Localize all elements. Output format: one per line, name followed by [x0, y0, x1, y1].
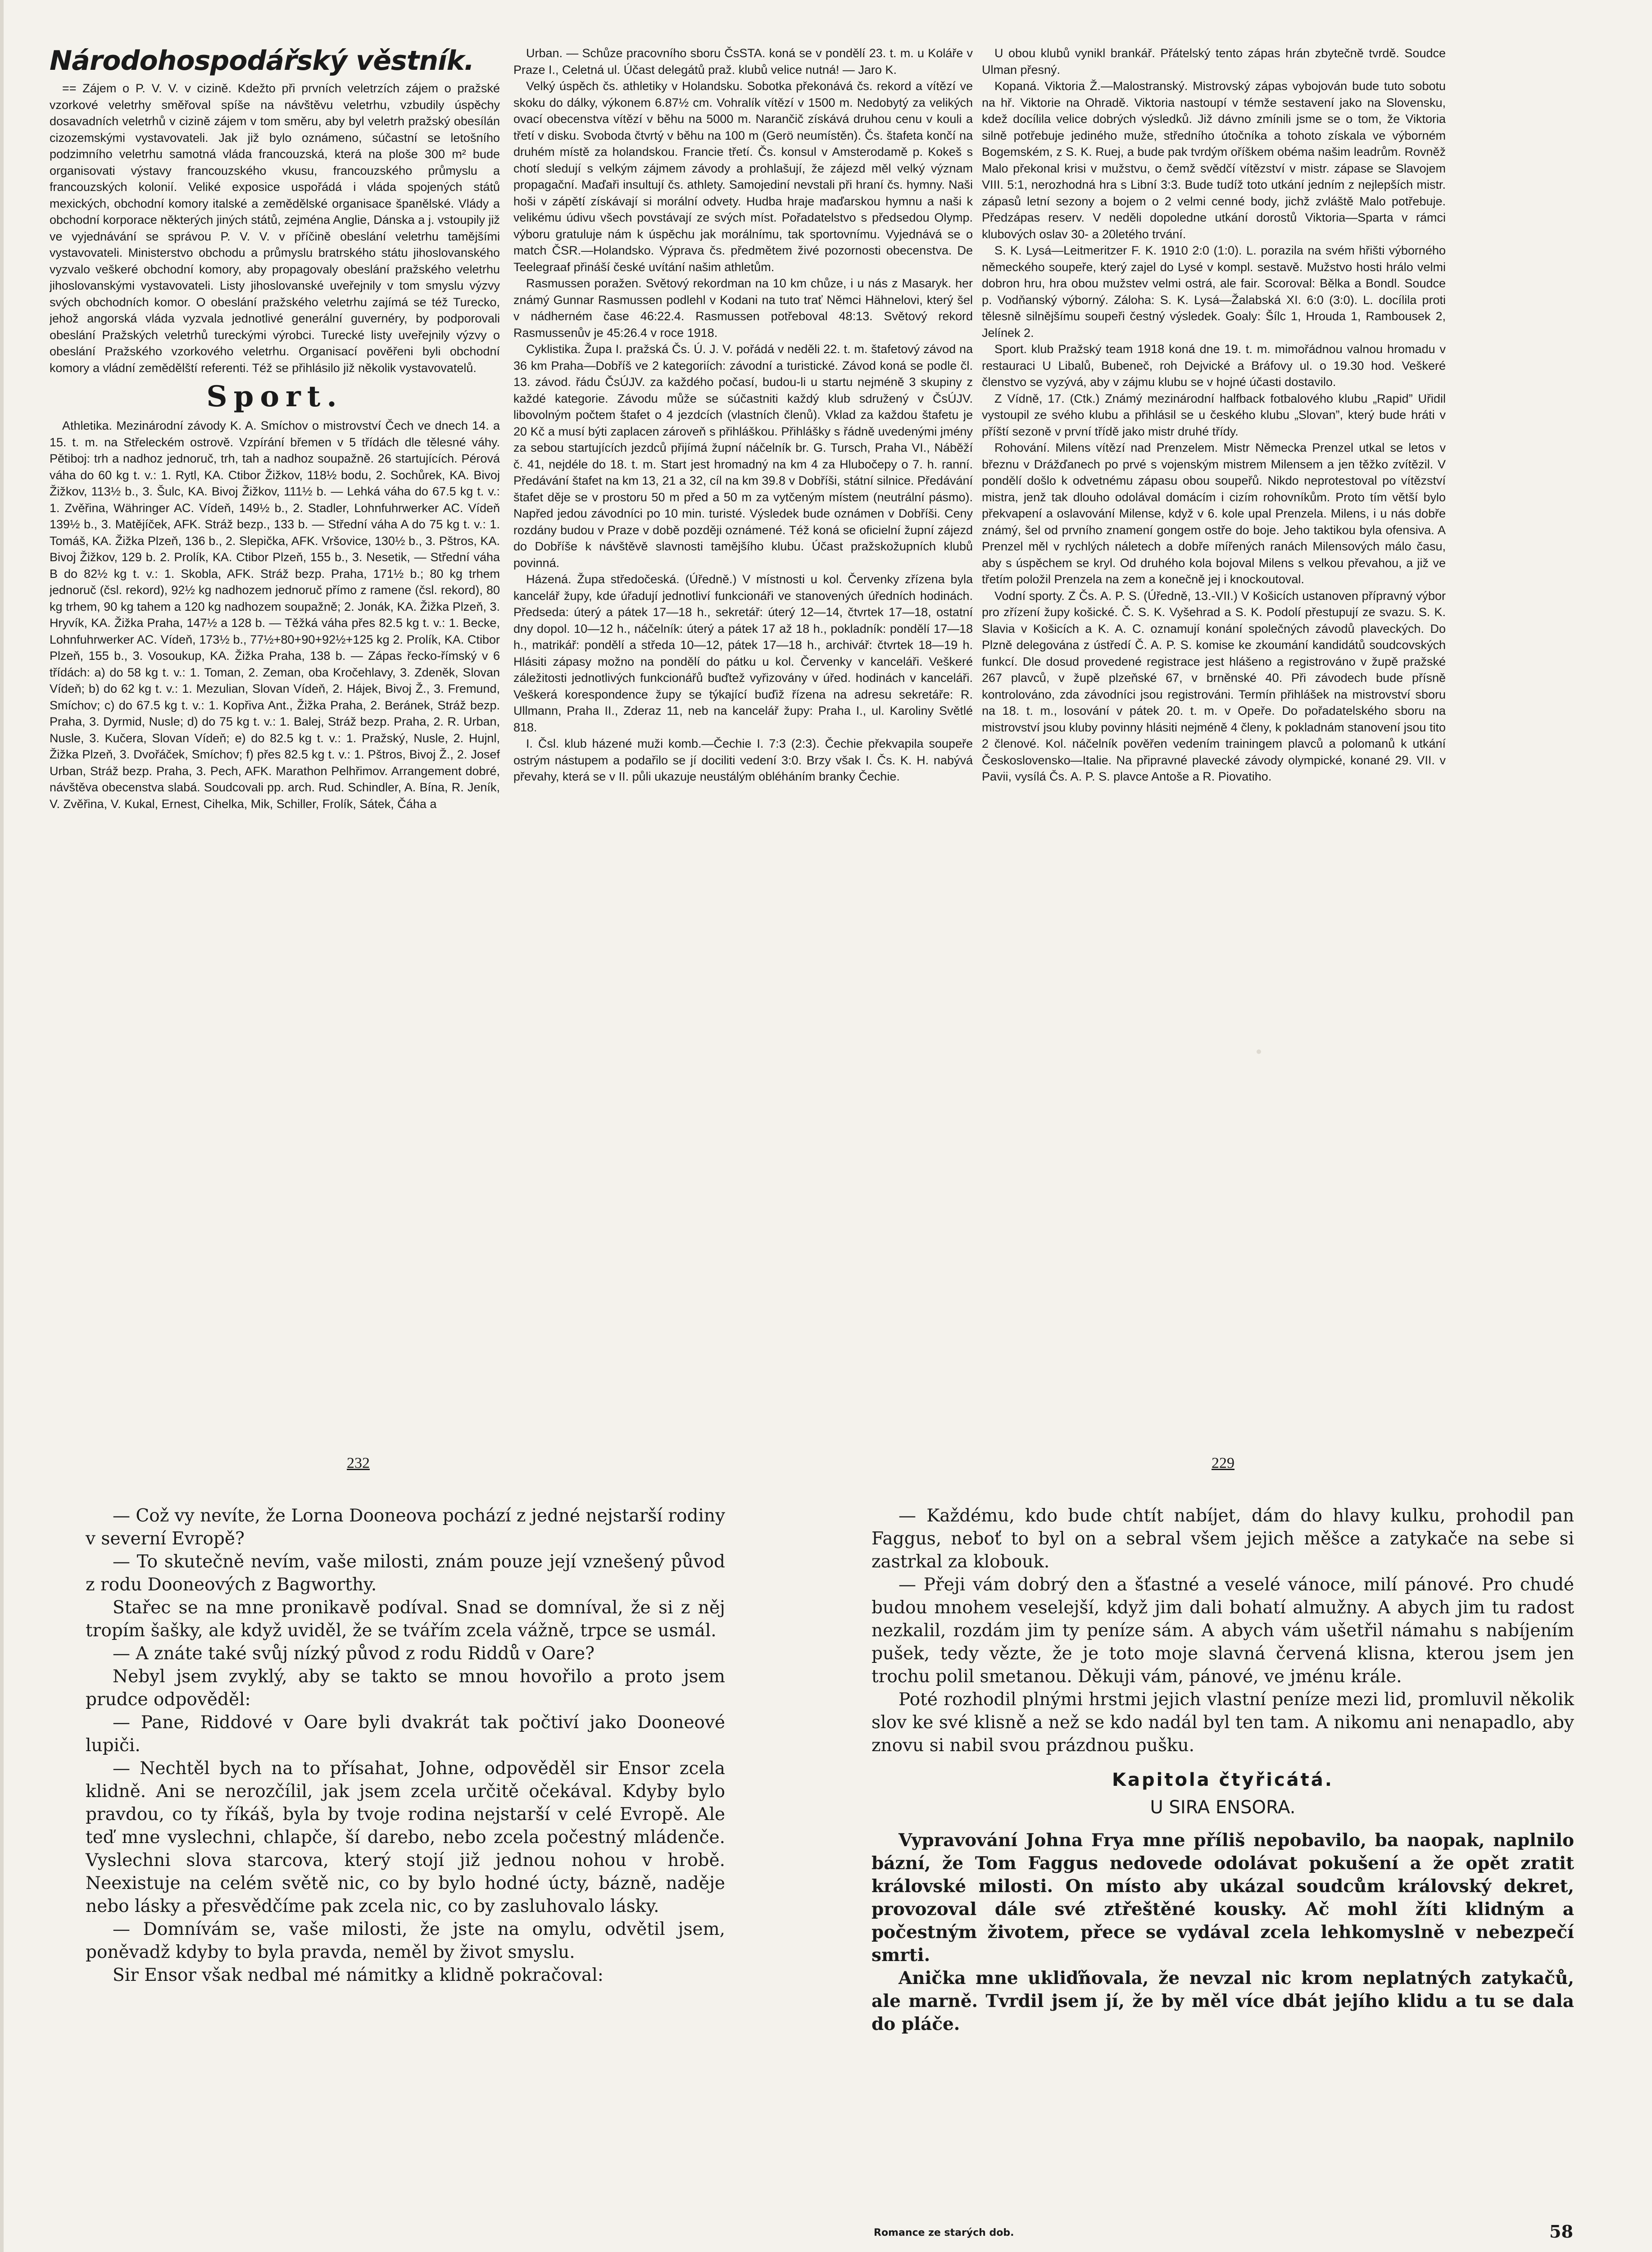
newspaper-column-3: [982, 45, 1446, 1374]
article-text: Vodní sporty. Z Čs. A. P. S. (Úředně, 13.-VII.) V Košicích ustanoven přípravný výbor pro zřízení župy košické. Č. S. K. Vyšehrad a S. K. Podolí přestupují ze svazu. S. K. Slavia v Košicích a K. A. C. oznamují konání společných závodů plaveckých. Do Plzně delegována z ústředí Č. A. P. S. komise ke zkoumání kandidátů soudcovských funkcí. Dle dosud provedené registrace jest hlášeno a registrováno v župě pražské 267 plavců, v župě plzeňské 67, v brněnské 40. Při závodech bude přísně kontrolováno, zda závodníci jsou registrováni. Termín přihlášek na mistrovství sboru na 18. t. m., losování v pátek 20. t. m. v Opeře. Do pořadatelského sboru na mistrovství jsou kluby povinny hlásiti nejméně 4 členy, k pokladnám stanovení jsou tito 2 členové. Kol. náčelník pověřen vedením trainingem plavců a polomanů k utkání Československo—Italie. Na připravné plavecké závody olympické, konané 29. VII. v Pavii, vysílá Čs. A. P. S. plavce Antoše a R. Piovatiho.: [982, 589, 1446, 783]
article-athletics: Athletika. Mezinárodní závody K. A. Smíchov o mistrovství Čech ve dnech 14. a 15. t. m. na Střeleckém ostrově. Vzpírání břemen v 5 třídách dle tělesné váhy. Pětiboj: trh a nadhoz jednoruč, trh, tah a nadhoz soupažně. 26 startujících. Pérová váha do 60 kg t. v.: 1. Rytl, KA. Ctibor Žižkov, 118½ bodu, 2. Sochůrek, KA. Bivoj Žižkov, 113½ b., 3. Šulc, KA. Bivoj Žižkov, 111½ b. — Lehká váha do 67.5 kg t. v.: 1. Zvěřina, Währinger AC. Vídeň, 149½ b., 2. Stadler, Lohnfuhrwerker AC. Vídeň 139½ b., 3. Matějíček, AFK. Stráž bezp., 133 b. — Střední váha A do 75 kg t. v.: 1. Tomáš, KA. Žižka Plzeň, 136 b., 2. Slepička, AFK. Vršovice, 130½ b., 3. Pštros, KA. Bivoj Žižkov, 129 b. 2. Prolík, KA. Ctibor Plzeň, 155 b., 3. Nesetik, — Střední váha B do 82½ kg t. v.: 1. Skobla, AFK. Stráž bezp. Praha, 171½ b.; 80 kg trhem jednoruč (čsl. rekord), 92½ kg nadhozem jednoruč přímo z ramene (čsl. rekord), 80 kg trhem, 90 kg tahem a 120 kg nadhozem soupažně; 2. Jonák, KA. Žižka Plzeň, 3. Hryvík, KA. Žižka Praha, 147½ a 128 b. — Těžká váha přes 82.5 kg t. v.: 1. Becke, Lohnfuhrwerker AC. Vídeň, 173½ b., 77½+80+90+92½+125 kg 2. Prolík, KA. Ctibor Plzeň, 155 b., 3. Vosoukup, KA. Žižka Praha, 138 b. — Zápas řecko-římský v 6 třídách: a) do 58 kg t. v.: 1. Toman, 2. Zeman, oba Kročehlavy, 3. Zdeněk, Slovan Vídeň; b) do 62 kg t. v.: 1. Mezulian, Slovan Vídeň, 2. Hájek, Bivoj Ž., 3. Fremund, Smíchov; c) do 67.5 kg t. v.: 1. Kopřiva Ant., Žižka Praha, 2. Beránek, Stráž bezp. Praha, 3. Dyrmid, Nusle; d) do 75 kg t. v.: 1. Balej, Stráž bezp. Praha, 2. R. Urban, Nusle, 3. Kučera, Slovan Vídeň; e) do 82.5 kg t. v.: 1. Pražský, Nusle, 2. Hujnl, Žižka Plzeň, 3. Dvořáček, Smíchov; f) přes 82.5 kg t. v.: 1. Pštros, Bivoj Ž., 2. Josef Urban, Stráž bezp. Praha, 3. Pech, AFK. Marathon Pelhřimov. Arrangement dobré, návštěva obecenstva slabá. Soudcovali pp. arch. Rud. Schindler, A. Bína, R. Jeník, V. Zvěřina, V. Kukal, Ernest, Cihelka, Mik, Schiller, Frolík, Sátek, Čáha a: [50, 419, 500, 811]
article-text: Urban. — Schůze pracovního sboru ČsSTA. koná se v pondělí 23. t. m. u Koláře v Praze I., Celetná ul. Účast delegátů praž. klubů velice nutná! — Jaro K.: [513, 46, 973, 77]
article-text: Sport. klub Pražský team 1918 koná dne 19. t. m. mimořádnou valnou hromadu v restauraci U Libalů, Bubeneč, roh Dejvické a Bráfovy ul. o 19.30 hod. Veškeré členstvo se vyzývá, aby v zájmu klubu se v hojné účasti dostavilo.: [982, 342, 1446, 389]
novel-paragraph: Anička mne ukliďňovala, že nevzal nic krom neplatných zatykačů, ale marně. Tvrdil jsem jí, že by měl více dbát jejího klidu a tu se dala do pláče.: [871, 1968, 1574, 2034]
novel-paragraph: — Což vy nevíte, že Lorna Dooneova pochází z jedné nejstarší rodiny v severní Evropě?: [86, 1506, 725, 1549]
footer-source: Romance ze starých dob.: [874, 2227, 1014, 2238]
novel-page-right: [871, 1504, 1574, 2207]
article-text: U obou klubů vynikl brankář. Přátelský tento zápas hrán zbytečně tvrdě. Soudce Ulman přesný.: [982, 46, 1446, 77]
novel-paragraph: — To skutečně nevím, vaše milosti, znám pouze její vznešený původ z rodu Dooneových z Bagworthy.: [86, 1552, 725, 1595]
article-text: Kopaná. Viktoria Ž.—Malostranský. Mistrovský zápas vybojován bude tuto sobotu na hř. Viktorie na Ohradě. Viktoria nastoupí v témže sestavení jako na Slovensku, kdež docílila velice dobrých výsledků. Již dávno zmínili jsme se o tom, že Viktoria silně potřebuje jediného muže, středního útočníka a tohoto získala ve výborném Bogemském, z S. K. Ruej, a bude pak tvrdým oříškem obéma našim leadrům. Rovněž Malo překonal krisi v mužstvu, o čemž svědčí vítězství v mistr. zápase se Slavojem VIII. 5:1, nerozhodná hra s Libní 3:3. Bude tudíž toto utkání jedním z nejlepších mistr. zápasů letní sezony a bojem o 2 velmi cenné body, jichž zvláště Malo potřebuje. Předzápas reserv. V neděli dopoledne utkání dorostů Viktoria—Sparta v rámci klubových oslav 30- a 20letého trvání.: [982, 79, 1446, 241]
novel-paragraph: — Domnívám se, vaše milosti, že jste na omylu, odvětil jsem, poněvadž kdyby to byla pravda, neměl by život smyslu.: [86, 1919, 725, 1962]
article-text: Rasmussen poražen. Světový rekordman na 10 km chůze, i u nás z Masaryk. her známý Gunnar Rasmussen podlehl v Kodani na tuto trať Němci Hähnelovi, který šel v nádherném čase 46:22.4. Rasmussen potřeboval 48:13. Světový rekord Rasmussenův je 45:26.4 v roce 1918.: [513, 277, 973, 340]
novel-paragraph: — Nechtěl bych na to přísahat, Johne, odpověděl sir Ensor zcela klidně. Ani se nerozčílil, jak jsem zcela určitě očekával. Kdyby bylo pravdou, co ty říkáš, byla by tvoje rodina nejstarší v celé Evropě. Ale teď mne vyslechni, chlapče, ší darebo, nebo zcela počestný mládenče. Vyslechni slova starcova, který stojí již jednou nohou v hrobě. Neexistuje na celém světě nic, co by bylo hodné úcty, bázně, naděje nebo lásky a přesvědčíme pak zcela nic, co by zasluhovalo lásky.: [86, 1758, 725, 1916]
novel-paragraph: Sir Ensor však nedbal mé námitky a klidně pokračoval:: [113, 1965, 604, 1985]
article-text: Velký úspěch čs. athletiky v Holandsku. Sobotka překonává čs. rekord a vítězí ve skoku do dálky, výkonem 6.87½ cm. Vohralík vítězí v 1500 m. Nedobytý za velikých ovací obecenstva vítězí v běhu na 5000 m. Narančič získává druhou cenu v kouli a třetí v disku. Svoboda čtvrtý v běhu na 100 m (Gerö neumístěn). Čs. štafeta končí na druhém místě za holandskou. Francie třetí. Čs. konsul v Amsterodamě p. Kokeš s chotí sledují s velkým zájmem závody a prohlašují, že zájezd měl velký význam propagační. Maďaři insultují čs. athlety. Samojediní nevstali při hraní čs. hymny. Naši hoši v zápětí získávají si morální odvety. Hudba hraje maďarskou hymnu a naši k velikému údivu všech povstávají ze svých míst. Pořadatelstvo s předsedou Olymp. výboru gratuluje nám k úspěchu jak morálnímu, tak sportovnímu. Vyjednává se o match ČSR.—Holandsko. Výprava čs. předmětem živé pozornosti obecenstva. De Teelegraaf přináší české uvítání našim athletům.: [513, 79, 973, 274]
article-text: Házená. Župa středočeská. (Úředně.) V místnosti u kol. Červenky zřízena byla kancelář župy, kde úřadují jednotliví funkcionáři ve stanovených úředních hodinách. Předseda: úterý a pátek 17—18 h., sekretář: úterý 12—14, čtvrtek 17—18, ostatní dny dopol. 10—12 h., náčelník: úterý a pátek 17 až 18 h., pokladník: pondělí 17—18 h., matrikář: pondělí a středa 10—12, pátek 17—18 h., archivář: čtvrtek 18—19 h. Hlásiti zápasy možno na pondělí do pátku u kol. Červenky v kanceláři. Veškeré záležitosti jednotlivých funkcionářů buďtež vyřizovány v úřed. hodinách v kanceláři. Veškerá korespondence župy se týkající buďiž řízena na adresu sekretáře: R. Ullmann, Praha II., Zderaz 11, neb na kancelář župy: Praha I., ul. Karoliny Světlé 818.: [513, 572, 973, 734]
article-text: == Zájem o P. V. V. v cizině. Kdežto při prvních veletrzích zájem o pražské vzorkové veletrhy směřoval spíše na návštěvu veletrhu, vzbudily úspěchy dosavadních veletrhů v cizině zájem v tom směru, aby byl veletrh pražský obesílán cizozemskými vystavovateli. Jak již bylo oznámeno, súčastní se letošního podzimního veletrhu samotná vláda francouzská, která na ploše 300 m² bude organisovati výstavy francouzského vkusu, francouzského průmyslu a francouzských kolonií. Veliké exposice uspořádá i vláda spojených států mexických, obchodní komory italské a zemědělské organisace španělské. Vlády a obchodní korporace některých jiných států, zejména Anglie, Dánska a j. vstoupily již ve vyjednávání se správou P. V. V. v příčině obeslání veletrhu tamějšími vystavovateli. Ministerstvo obchodu a průmyslu bratrského státu jihoslovanského vyzvalo veškeré obchodní komory, aby propagovaly obeslání pražského veletrhu jihoslovanskými vystavovateli. Listy jihoslovanské uveřejnily v tom smyslu výzvy svých obchodních komor. O obeslání pražského veletrhu zajímá se též Turecko, jehož angorská vláda vyzvala jednotlivé generální guvernéry, by podporovali obeslání Pražských veletrhů tureckými výrobci. Turecké listy uveřejnily výzvy o obeslání Pražského vzorkového veletrhu. Organisací pověřeni byli obchodní komory a vládní zemědělští referenti. Též se přihlásilo již několik vystavovatelů.: [50, 82, 500, 375]
page-number-right: 229: [1212, 1455, 1234, 1471]
article-text: Cyklistika. Župa I. pražská Čs. Ú. J. V. pořádá v neděli 22. t. m. štafetový závod na 36 km Praha—Dobříš ve 2 kategoriích: závodní a turistické. Závod koná se podle čl. 13. závod. řádu ČsÚJV. za každého počasí, budou-li u startu nejméně 3 skupiny z každé kategorie. Závodu může se súčastniti každý klub sdružený v ČsÚJV. libovolným počtem štafet o 4 jezdcích (vlastních členů). Vklad za každou štafetu je 20 Kč a musí býti zaplacen zároveň s přihláškou. Přihlášky s řádně uvedenými jmény za sebou startujících jezdců přijímá župní náčelník br. G. Tursch, Praha VI., Náběží č. 41, nejdéle do 18. t. m. Start jest hromadný na km 4 za Hlubočepy o 7. h. ranní. Předávání štafet na km 13, 21 a 32, cíl na km 39.8 v Dobříši, státní silnice. Předávání štafet děje se v prostoru 50 m před a 50 m za vytčeným místem (neutrální pásmo). Napřed jedou závodníci po 10 min. turisté. Výsledek bude oznámen v Dobříši. Ceny rozdány budou v Praze v době později oznámené. Též koná se oficielní župní zájezd do Dobříše k návštěvě slavnosti tamějšího klubu. Účast pražskožupních klubů povinná.: [513, 342, 973, 570]
chapter-subtitle: U SIRA ENSORA.: [1150, 1797, 1296, 1818]
newspaper-column-1: [50, 45, 500, 1369]
novel-paragraph: Poté rozhodil plnými hrstmi jejich vlastní peníze mezi lid, promluvil několik slov ke své klisně a než se kdo nadál byl ten tam. A nikomu ani nenapadlo, aby znovu si nabil svou prázdnou pušku.: [871, 1689, 1574, 1756]
article-text: Z Vídně, 17. (Ctk.) Známý mezinárodní halfback fotbalového klubu „Rapid” Uřidil vystoupil ze svého klubu a přihlásil se u českého klubu „Slovan”, který bude hráti v příští sezoně v první třídě jako mistr druhé třídy.: [982, 391, 1446, 438]
novel-paragraph: Stařec se na mne pronikavě podíval. Snad se domníval, že si z něj tropím šašky, ale když uviděl, že se tvářím zcela vážně, trpce se usmál.: [86, 1598, 725, 1641]
novel-paragraph: — Každému, kdo bude chtít nabíjet, dám do hlavy kulku, prohodil pan Faggus, neboť to byl on a sebral všem jejich měšce a zatykače na sebe si zastrkal za klobouk.: [871, 1506, 1574, 1572]
section-heading-sport: Sport.: [206, 380, 343, 413]
page-edge: [0, 0, 4, 2252]
masthead: Národohospodářský věstník.: [50, 45, 474, 77]
novel-paragraph: — A znáte také svůj nízký původ z rodu Riddů v Oare?: [113, 1644, 595, 1664]
article-text: I. Čsl. klub házené muži komb.—Čechie I. 7:3 (2:3). Čechie překvapila soupeře ostrým nástupem a podařilo se jí dociliti vedení 3:0. Brzy však I. Čs. K. H. nabývá převahy, která se v II. půli ukazuje neustálým obléháním branky Čechie.: [513, 737, 973, 783]
novel-paragraph: — Přeji vám dobrý den a šťastné a veselé vánoce, milí pánové. Pro chudé budou mnohem veselejší, když jim dali bohatí almužny. A abych jim tu radost nezkalil, rozdám jim ty peníze sám. A abych vám ušetřil námahu s nabíjením pušek, tedy vězte, že je toto moje slavná červená klisna, kterou jsem jen trochu polil smetanou. Děkuji vám, pánové, ve jménu krále.: [871, 1575, 1574, 1687]
novel-paragraph: Vypravování Johna Frya mne příliš nepobavilo, ba naopak, naplnilo bázní, že Tom Faggus nedovede odolávat pokušení a že opět zratit královské milosti. On místo aby ukázal soudcům královský dekret, provozoval dále své ztřeštěné kousky. Ač mohl žíti klidným a počestným životem, přece se vydával zcela lehkomyslně v nebezpečí smrti.: [871, 1830, 1574, 1966]
novel-page-left: [86, 1504, 725, 2225]
article-text: Rohování. Milens vítězí nad Prenzelem. Mistr Německa Prenzel utkal se letos v březnu v Drážďanech po prvé s vojenským mistrem Milensem a jen těžko zvítězil. V pondělí došlo k odvetnému zápasu obou soupeřů. Nikdo neprotestoval po vítězství mistra, jenž tak dlouho odolával domácím i cizím rohovníkům. Proto tím větší bylo překvapení a oslavování Milense, když v 6. kole upal Prenzela. Milens, i u nás dobře známý, šel od prvního znamení gongem ostře do boje. Jeho taktikou byla ofensiva. A Prenzel měl v rychlých náletech a dobře mířených ranách Milensových málo času, aby s úspěchem se kryl. Od druhého kola bojoval Milens s velkou převahou, a již ve třetím položil Prenzela na zem a konečně jej i knockoutoval.: [982, 441, 1446, 586]
article-text: S. K. Lysá—Leitmeritzer F. K. 1910 2:0 (1:0). L. porazila na svém hřišti výborného německého soupeře, který zajel do Lysé v kompl. sestavě. Mužstvo hosti hrálo velmi dobron hru, hra obou mužstev velmi ostrá, ale fair. Scoroval: Bělka a Bondl. Soudce p. Vodňanský výborný. Zálohа: S. K. Lysá—Žalabská XI. 6:0 (3:0). L. docílila proti tělesně silnějšímu soupeři čestný výsledek. Goaly: Šílc 1, Hrouda 1, Rambousek 2, Jelínek 2.: [982, 244, 1446, 340]
chapter-title: Kapitola čtyřicátá.: [1112, 1770, 1334, 1790]
page-number-left: 232: [347, 1455, 370, 1471]
novel-paragraph: — Pane, Riddové v Oare byli dvakrát tak počtiví jako Dooneové lupiči.: [86, 1712, 725, 1756]
novel-paragraph: Nebyl jsem zvyklý, aby se takto se mnou hovořilo a proto jsem prudce odpověděl:: [86, 1666, 725, 1710]
footer-page-number: 58: [1549, 2221, 1573, 2242]
newspaper-column-2: [513, 45, 973, 1374]
